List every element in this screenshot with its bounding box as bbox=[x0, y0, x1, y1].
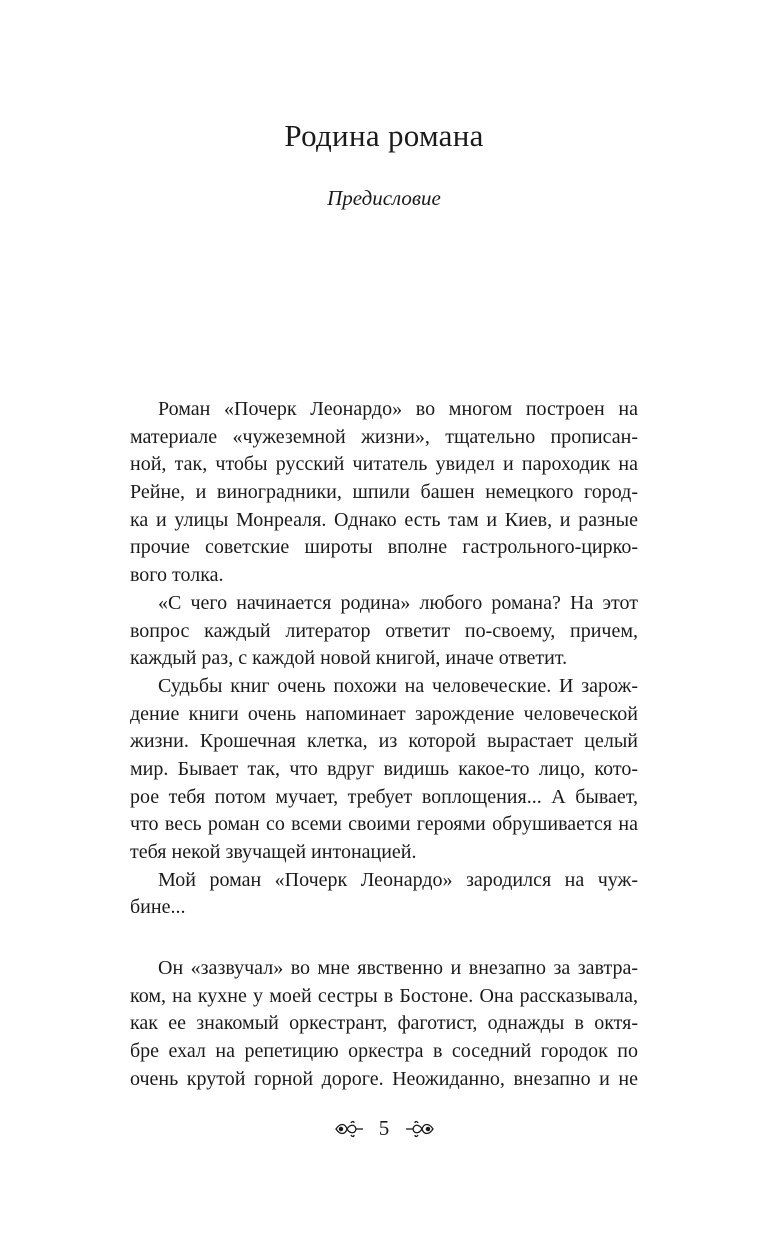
page-footer bbox=[0, 1112, 768, 1142]
page-number: 5 bbox=[378, 1116, 390, 1141]
text-line: мир. Бывает так, что вдруг видишь какое-то лицо, кото- bbox=[130, 757, 638, 780]
text-line: как ее знакомый оркестрант, фаготист, однажды в октя- bbox=[130, 1012, 638, 1035]
text-line: ка и улицы Монреаля. Однако есть там и Киев, и разные bbox=[130, 508, 638, 531]
text-line: жизни. Крошечная клетка, из которой вырастает целый bbox=[130, 730, 638, 753]
text-line: Рейне, и виноградники, шпили башен немецкого город- bbox=[130, 481, 638, 504]
text-line: ком, на кухне у моей сестры в Бостоне. Она рассказывала, bbox=[130, 984, 638, 1007]
flourish-ornament-icon bbox=[405, 1118, 435, 1138]
text-line: прочие советские широты вполне гастрольного-цирко- bbox=[130, 536, 638, 559]
text-line: материале «чужеземной жизни», тщательно прописан- bbox=[130, 425, 638, 448]
text-line: Роман «Почерк Леонардо» во многом построен на bbox=[158, 398, 638, 420]
text-block-section bbox=[130, 955, 638, 1093]
text-line: Мой роман «Почерк Леонардо» зародился на чуж- bbox=[158, 868, 638, 891]
flourish-ornament-icon bbox=[334, 1118, 364, 1138]
text-line: бине... bbox=[130, 896, 186, 919]
text-line: дение книги очень напоминает зарождение человеческой bbox=[130, 702, 638, 725]
text-line: ной, так, чтобы русский читатель увидел и пароходик на bbox=[130, 453, 638, 476]
text-line: вого толка. bbox=[130, 564, 224, 587]
text-line: каждый раз, с каждой новой книгой, иначе ответит. bbox=[130, 647, 568, 670]
text-line: тебя некой звучащей интонацией. bbox=[130, 841, 417, 863]
text-line: Он «зазвучал» во мне явственно и внезапно за завтра- bbox=[158, 957, 638, 979]
text-line: очень крутой горной дороге. Неожиданно, внезапно и не bbox=[130, 1067, 638, 1090]
text-line: бре ехал на репетицию оркестра в соседний городок по bbox=[130, 1040, 638, 1063]
text-line: Судьбы книг очень похожи на человеческие. И зарож- bbox=[158, 674, 638, 697]
text-block-main bbox=[130, 396, 638, 922]
text-line: рое тебя потом мучает, требует воплощения... А бывает, bbox=[130, 785, 638, 808]
chapter-subtitle: Предисловие bbox=[327, 186, 441, 210]
text-line: что весь роман со всеми своими героями обрушивается на bbox=[130, 813, 638, 836]
text-line: «С чего начинается родина» любого романа? На этот bbox=[158, 591, 638, 614]
text-line: вопрос каждый литератор ответит по-своему, причем, bbox=[130, 619, 638, 642]
chapter-title: Родина романа bbox=[284, 118, 484, 153]
